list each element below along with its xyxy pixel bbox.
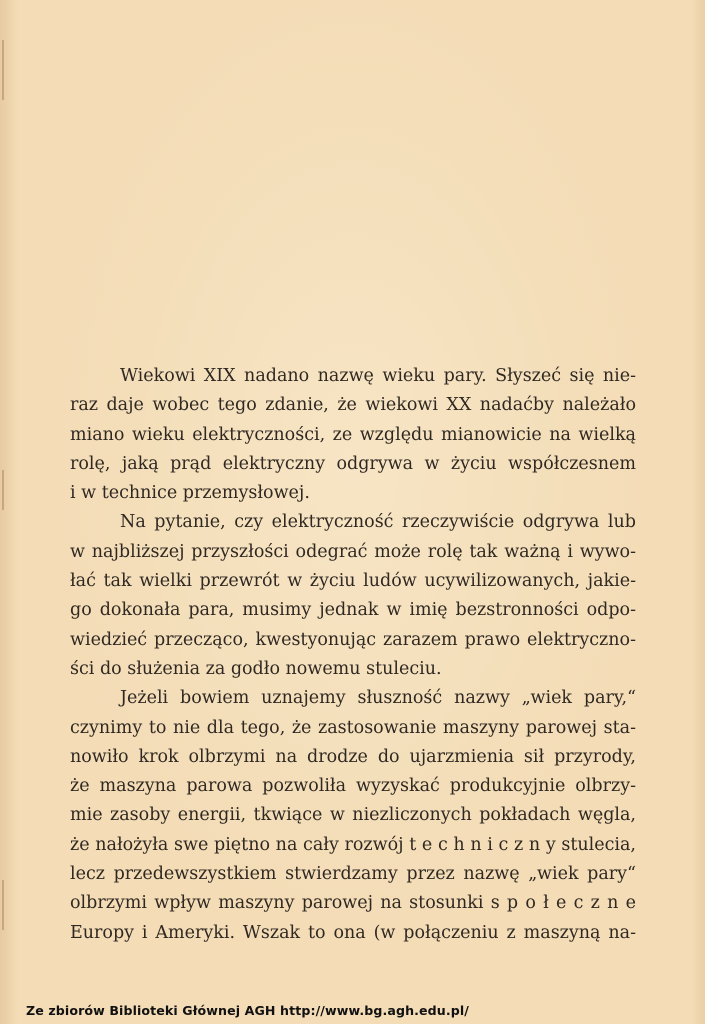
text-line: że nałożyła swe piętno na cały rozwój t e c h n i c z n y stulecia,	[70, 834, 636, 855]
text-line: miano wieku elektryczności, ze względu mianowicie na wielką	[70, 424, 636, 445]
text-line: w najbliższej przyszłości odegrać może rolę tak ważną i wywo-	[70, 541, 636, 562]
text-line: Europy i Ameryki. Wszak to ona (w połączeniu z maszyną na-	[70, 922, 636, 943]
page-edge-mark-top	[2, 40, 4, 100]
text-line: łać tak wielki przewrót w życiu ludów ucywilizowanych, jakie-	[70, 571, 636, 592]
text-line: raz daje wobec tego zdanie, że wiekowi XX nadaćby należało	[70, 395, 636, 416]
book-page-text	[70, 362, 636, 948]
text-line: nowiło krok olbrzymi na drodze do ujarzmienia sił przyrody,	[70, 746, 636, 767]
text-line: go dokonała para, musimy jednak w imię bezstronności odpo-	[70, 600, 636, 621]
paragraph-1	[70, 362, 636, 508]
paragraph-3	[70, 684, 636, 948]
text-line: czynimy to nie dla tego, że zastosowanie maszyny parowej sta-	[70, 717, 636, 738]
library-source-footer: Ze zbiorów Biblioteki Głównej AGH http://www.bg.agh.edu.pl/	[26, 1003, 469, 1018]
text-line: Jeżeli bowiem uznajemy słuszność nazwy „wiek pary,“	[120, 688, 636, 709]
text-line: i w technice przemysłowej.	[70, 483, 310, 504]
paragraph-2	[70, 508, 636, 684]
text-line: Na pytanie, czy elektryczność rzeczywiście odgrywa lub	[120, 512, 636, 533]
text-line: lecz przedewszystkiem stwierdzamy przez nazwę „wiek pary“	[70, 864, 636, 885]
page-edge-mark-middle	[2, 470, 4, 510]
page-edge-mark-bottom	[2, 880, 4, 930]
text-line: mie zasoby energii, tkwiące w niezliczonych pokładach węgla,	[70, 805, 636, 826]
text-line: że maszyna parowa pozwoliła wyzyskać produkcyjnie olbrzy-	[70, 776, 636, 797]
text-line: ści do służenia za godło nowemu stuleciu.	[70, 658, 442, 679]
text-line: rolę, jaką prąd elektryczny odgrywa w życiu współczesnem	[70, 453, 636, 474]
text-line: olbrzymi wpływ maszyny parowej na stosunki s p o ł e c z n e	[70, 893, 636, 914]
text-line: Wiekowi XIX nadano nazwę wieku pary. Słyszeć się nie-	[120, 366, 636, 386]
text-line: wiedzieć przecząco, kwestyonując zarazem prawo elektryczno-	[70, 629, 636, 650]
